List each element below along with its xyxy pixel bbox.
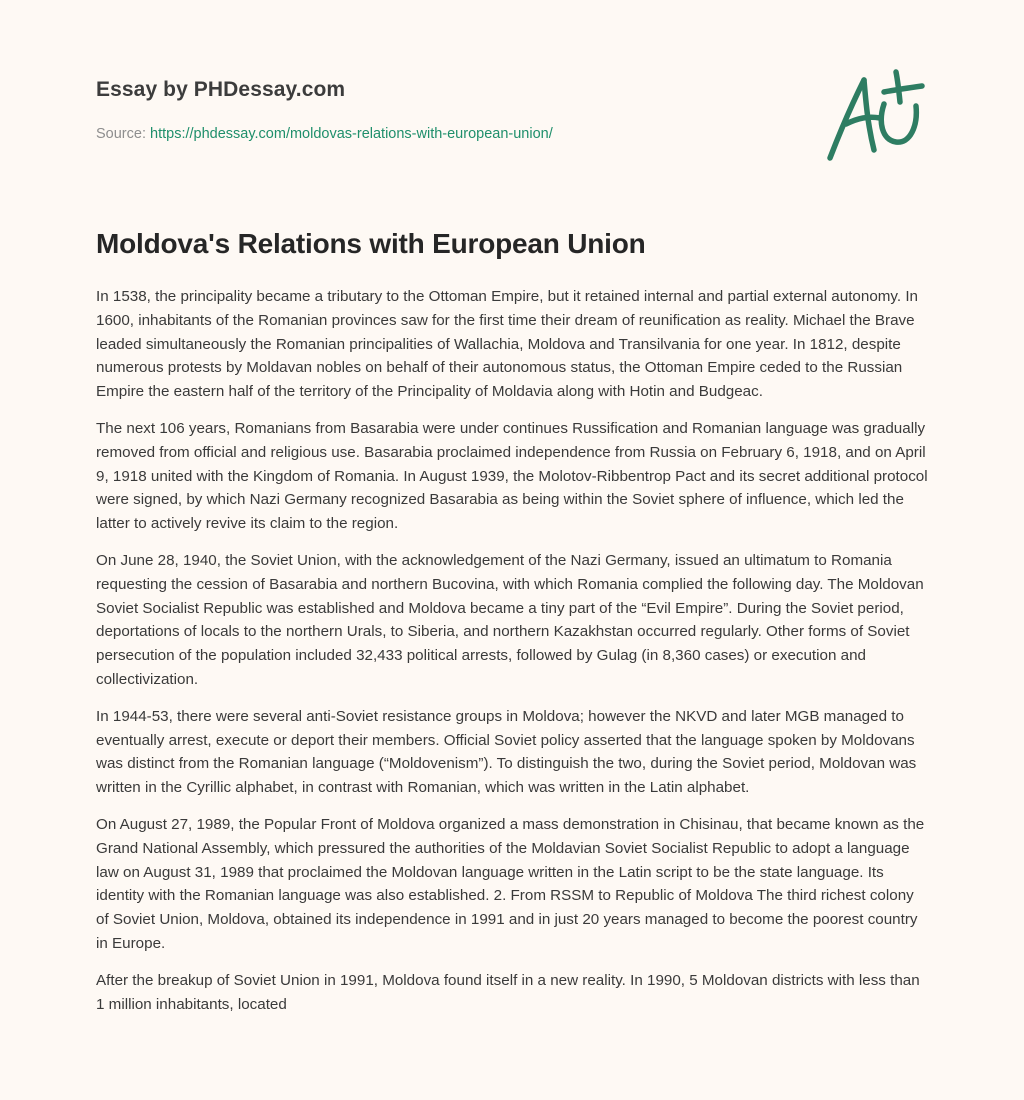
- source-label: Source:: [96, 126, 146, 142]
- site-brand: Essay by PHDessay.com: [96, 78, 346, 101]
- essay-paragraph: On June 28, 1940, the Soviet Union, with the acknowledgement of the Nazi Germany, issued an ultimatum to Romania requesting the cession of Basarabia and northern Bucovina, with which Romania complied the following day. The Moldovan Soviet Socialist Republic was established and Moldova became a tiny part of the “Evil Empire”. During the Soviet period, deportations of locals to the northern Urals, to Siberia, and northern Kazakhstan occurred regularly. Other forms of Soviet persecution of the population included 32,433 political arrests, followed by Gulag (in 8,360 cases) or execution and collectivization.: [96, 551, 924, 688]
- essay-paragraph: In 1944-53, there were several anti-Soviet resistance groups in Moldova; however the NKVD and later MGB managed to eventually arrest, execute or deport their members. Official Soviet policy asserted that the language spoken by Moldovans was distinct from the Romanian language (“Moldovenism”). To distinguish the two, during the Soviet period, Moldovan was written in the Cyrillic alphabet, in contrast with Romanian, which was written in the Latin alphabet.: [96, 707, 917, 797]
- essay-title: Moldova's Relations with European Union: [96, 228, 646, 259]
- essay-body: [96, 285, 928, 1029]
- essay-paragraph: In 1538, the principality became a tributary to the Ottoman Empire, but it retained internal and partial external autonomy. In 1600, inhabitants of the Romanian provinces saw for the first time their dream of reunification as reality. Michael the Brave leaded simultaneously the Romanian principalities of Wallachia, Moldova and Transilvania for one year. In 1812, despite numerous protests by Moldavan nobles on behalf of their autonomous status, the Ottoman Empire ceded to the Russian Empire the eastern half of the territory of the Principality of Moldavia along with Hotin and Budgeac.: [96, 288, 918, 401]
- essay-paragraph: The next 106 years, Romanians from Basarabia were under continues Russification and Romanian language was gradually removed from official and religious use. Basarabia proclaimed independence from Russia on February 6, 1918, and on April 9, 1918 united with the Kingdom of Romania. In August 1939, the Molotov-Ribbentrop Pact and its secret additional protocol were signed, by which Nazi Germany recognized Basarabia as being within the Soviet sphere of influence, which led the latter to actively revive its claim to the region.: [96, 419, 928, 533]
- source-line: [96, 124, 553, 144]
- site-header: [96, 74, 928, 142]
- source-link[interactable]: https://phdessay.com/moldovas-relations-with-european-union/: [150, 126, 553, 142]
- essay-paragraph: On August 27, 1989, the Popular Front of Moldova organized a mass demonstration in Chisinau, that became known as the Grand National Assembly, which pressured the authorities of the Moldavian Soviet Socialist Republic to adopt a language law on August 31, 1989 that proclaimed the Moldovan language written in the Latin script to be the state language. Its identity with the Romanian language was also established. 2. From RSSM to Republic of Moldova The third richest colony of Soviet Union, Moldova, obtained its independence in 1991 and in just 20 years managed to become the poorest country in Europe.: [96, 815, 925, 952]
- essay-paragraph: After the breakup of Soviet Union in 1991, Moldova found itself in a new reality. In 1990, 5 Moldovan districts with less than 1 million inhabitants, located: [96, 971, 920, 1013]
- a-plus-logo-icon: [818, 66, 930, 166]
